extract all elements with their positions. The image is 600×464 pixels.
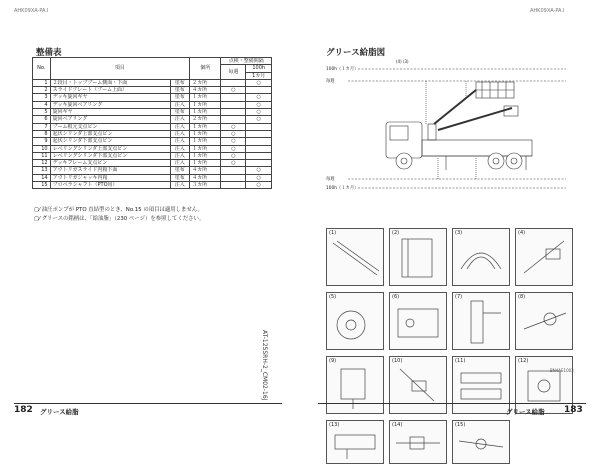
detail-drawing (453, 357, 509, 413)
table-row (33, 101, 272, 108)
row-location: １カ所 (190, 101, 221, 108)
col-item: 項目 (50, 58, 189, 80)
row-item: 旋回ギヤ (50, 109, 170, 116)
row-item: レベリングシリンダ上部支点ピン (50, 145, 170, 152)
row-method: 塗布 (170, 109, 190, 116)
detail-drawing (516, 229, 572, 285)
row-method: 注入 (170, 145, 190, 152)
detail-figure-cell (389, 292, 447, 350)
row-no: 5 (33, 109, 51, 116)
detail-figure-number: (12) (518, 358, 529, 364)
row-item: 起伏シリンダ上部支点ピン (50, 130, 170, 137)
row-method: 注入 (170, 182, 190, 189)
row-item: プロペラシャフト（PTO用） (50, 182, 170, 189)
row-daily-mark (221, 174, 246, 181)
detail-drawing (453, 293, 509, 349)
row-no: 3 (33, 94, 51, 101)
row-location: １カ所 (190, 130, 221, 137)
notes (34, 206, 204, 224)
figure-code: BN4AE1003 (550, 368, 574, 373)
row-daily-mark: ○ (221, 130, 246, 137)
label-100h-bottom: 100h（１カ月） (326, 186, 359, 191)
detail-figure-number: (2) (392, 230, 400, 236)
row-no: 8 (33, 130, 51, 137)
row-monthly-mark (246, 123, 272, 130)
truck-lubrication-diagram (326, 58, 576, 196)
table-row (33, 109, 272, 116)
footer-title: グリース給脂 (40, 408, 79, 416)
row-no: 1 (33, 79, 51, 86)
row-item: 起伏シリンダ下部支点ピン (50, 138, 170, 145)
detail-figure-cell (326, 356, 384, 414)
row-no: 11 (33, 152, 51, 159)
table-row (33, 167, 272, 174)
row-method: 塗布 (170, 167, 190, 174)
row-method: 注入 (170, 123, 190, 130)
row-monthly-mark: ○ (246, 174, 272, 181)
top-callouts: (4) (3) (396, 59, 409, 64)
col-interval-group: 点検・整備間隔 (221, 58, 272, 65)
table-row (33, 116, 272, 123)
row-location: ３カ所 (190, 182, 221, 189)
table-row (33, 174, 272, 181)
row-location: ２カ所 (190, 79, 221, 86)
row-item: スライドプレート（ブーム上面） (50, 87, 170, 94)
row-daily-mark: ○ (221, 145, 246, 152)
row-location: ４カ所 (190, 167, 221, 174)
row-daily-mark: ○ (221, 123, 246, 130)
detail-drawing (390, 421, 446, 463)
detail-figure-number: (1) (329, 230, 337, 236)
row-daily-mark (221, 94, 246, 101)
row-no: 14 (33, 174, 51, 181)
row-no: 13 (33, 167, 51, 174)
detail-drawing (453, 421, 509, 463)
detail-figure-number: (15) (455, 422, 466, 428)
truck-drawing (326, 58, 576, 196)
col-location: 個所 (190, 58, 221, 80)
detail-figure-cell (389, 420, 447, 464)
row-daily-mark (221, 116, 246, 123)
row-item: ２段目・トップブーム側面・下面 (50, 79, 170, 86)
row-item: デッキ旋回ギヤ (50, 94, 170, 101)
section-title: グリース給脂図 (326, 48, 386, 58)
detail-drawing (390, 357, 446, 413)
detail-figure-cell (326, 228, 384, 286)
left-page (0, 0, 300, 424)
row-monthly-mark: ○ (246, 101, 272, 108)
row-daily-mark: ○ (221, 152, 246, 159)
detail-drawing (390, 293, 446, 349)
row-monthly-mark: ○ (246, 94, 272, 101)
row-no: 9 (33, 138, 51, 145)
row-location: ２カ所 (190, 116, 221, 123)
detail-figure-cell (452, 292, 510, 350)
row-method: 塗布 (170, 174, 190, 181)
label-daily-bottom: 毎週 (326, 177, 335, 182)
row-daily-mark: ○ (221, 87, 246, 94)
page-header: AHK09XA-PA.I (14, 8, 49, 14)
row-monthly-mark: ○ (246, 79, 272, 86)
table-row (33, 87, 272, 94)
row-monthly-mark (246, 87, 272, 94)
note-1: ▢⁄ 油圧ポンプが PTO 直結型のとき、No.15 の項目は適用しません。 (34, 207, 203, 213)
row-monthly-mark (246, 145, 272, 152)
row-item: デッキ旋回ベアリング (50, 101, 170, 108)
service-table (32, 57, 272, 189)
note-marker-icon: ▢⁄ (34, 216, 42, 222)
row-item: ブーム根元支点ピン (50, 123, 170, 130)
row-daily-mark (221, 182, 246, 189)
right-page (300, 0, 600, 428)
row-item: レベリングシリンダ下部支点ピン (50, 152, 170, 159)
detail-drawing (327, 229, 383, 285)
row-no: 6 (33, 116, 51, 123)
detail-drawing (516, 293, 572, 349)
detail-drawing (390, 229, 446, 285)
row-item: アウトリガジャッキ内箱 (50, 174, 170, 181)
row-no: 15 (33, 182, 51, 189)
detail-figure-number: (14) (392, 422, 403, 428)
table-row (33, 160, 272, 167)
row-item: 旋回ベアリング (50, 116, 170, 123)
row-daily-mark: ○ (221, 138, 246, 145)
row-monthly-mark (246, 130, 272, 137)
row-method: 塗布 (170, 87, 190, 94)
row-no: 7 (33, 123, 51, 130)
row-location: ４カ所 (190, 174, 221, 181)
row-no: 12 (33, 160, 51, 167)
detail-figure-cell (326, 420, 384, 464)
row-monthly-mark (246, 160, 272, 167)
row-method: 注入 (170, 138, 190, 145)
row-daily-mark: ○ (221, 160, 246, 167)
page-header: AHK09XA-PA.I (530, 8, 565, 14)
row-no: 4 (33, 101, 51, 108)
row-monthly-mark: ○ (246, 116, 272, 123)
detail-figure-cell (326, 292, 384, 350)
detail-figure-number: (8) (518, 294, 526, 300)
row-daily-mark (221, 109, 246, 116)
row-location: ４カ所 (190, 87, 221, 94)
row-method: 塗布 (170, 79, 190, 86)
row-monthly-mark: ○ (246, 182, 272, 189)
row-location: １カ所 (190, 152, 221, 159)
detail-figure-cell (452, 228, 510, 286)
table-row (33, 79, 272, 86)
detail-figure-number: (11) (455, 358, 466, 364)
row-method: 注入 (170, 116, 190, 123)
detail-drawing (453, 229, 509, 285)
row-monthly-mark: ○ (246, 109, 272, 116)
row-location: １カ所 (190, 138, 221, 145)
table-row (33, 94, 272, 101)
row-method: 注入 (170, 101, 190, 108)
row-method: 注入 (170, 152, 190, 159)
table-row (33, 123, 272, 130)
detail-figure-cell (515, 292, 573, 350)
col-daily: 毎週 (221, 65, 246, 80)
row-location: １カ所 (190, 94, 221, 101)
footer-title: グリース給脂 (506, 408, 545, 416)
footer-rule (318, 403, 586, 404)
detail-figure-cell (389, 228, 447, 286)
row-method: 注入 (170, 160, 190, 167)
row-monthly-mark (246, 138, 272, 145)
detail-drawing (327, 357, 383, 413)
col-1month: 1カ月 (246, 72, 272, 79)
row-location: １カ所 (190, 145, 221, 152)
detail-drawing (327, 421, 383, 463)
row-no: 10 (33, 145, 51, 152)
row-monthly-mark (246, 152, 272, 159)
detail-figure-number: (9) (329, 358, 337, 364)
note-2: ▢⁄ グリースの銘柄は、「給油脂」（230 ページ）を参照してください。 (34, 216, 205, 222)
section-title: 整備表 (36, 48, 62, 58)
row-location: １カ所 (190, 123, 221, 130)
footer-rule (14, 403, 282, 404)
row-method: 注入 (170, 130, 190, 137)
row-daily-mark (221, 167, 246, 174)
detail-figure-number: (4) (518, 230, 526, 236)
detail-figure-number: (7) (455, 294, 463, 300)
vertical-code: AT-125SRH-2_CM02-16J (261, 330, 268, 401)
label-100h-top: 100h（１カ月） (326, 67, 359, 72)
detail-figure-cell (452, 420, 510, 464)
note-marker-icon: ▢⁄ (34, 207, 42, 213)
row-item: アウトリガスライド内箱下面 (50, 167, 170, 174)
col-100h: 100h (246, 65, 272, 72)
row-daily-mark (221, 79, 246, 86)
table-row (33, 138, 272, 145)
col-no: No. (33, 58, 51, 80)
label-daily-top: 毎週 (326, 79, 335, 84)
detail-drawing (327, 293, 383, 349)
table-row (33, 145, 272, 152)
detail-figure-number: (3) (455, 230, 463, 236)
row-location: １カ所 (190, 109, 221, 116)
detail-figure-number: (10) (392, 358, 403, 364)
detail-figure-cell (452, 356, 510, 414)
detail-figure-number: (13) (329, 422, 340, 428)
row-item: デッキフレーム支点ピン (50, 160, 170, 167)
detail-figure-cell (515, 228, 573, 286)
row-daily-mark (221, 101, 246, 108)
row-method: 塗布 (170, 94, 190, 101)
row-no: 2 (33, 87, 51, 94)
detail-figure-number: (6) (392, 294, 400, 300)
table-row (33, 182, 272, 189)
page-number: 183 (564, 405, 583, 415)
row-monthly-mark: ○ (246, 167, 272, 174)
row-location: １カ所 (190, 160, 221, 167)
page-number: 182 (14, 405, 33, 415)
detail-figure-cell (389, 356, 447, 414)
table-row (33, 152, 272, 159)
table-row (33, 130, 272, 137)
detail-figure-number: (5) (329, 294, 337, 300)
